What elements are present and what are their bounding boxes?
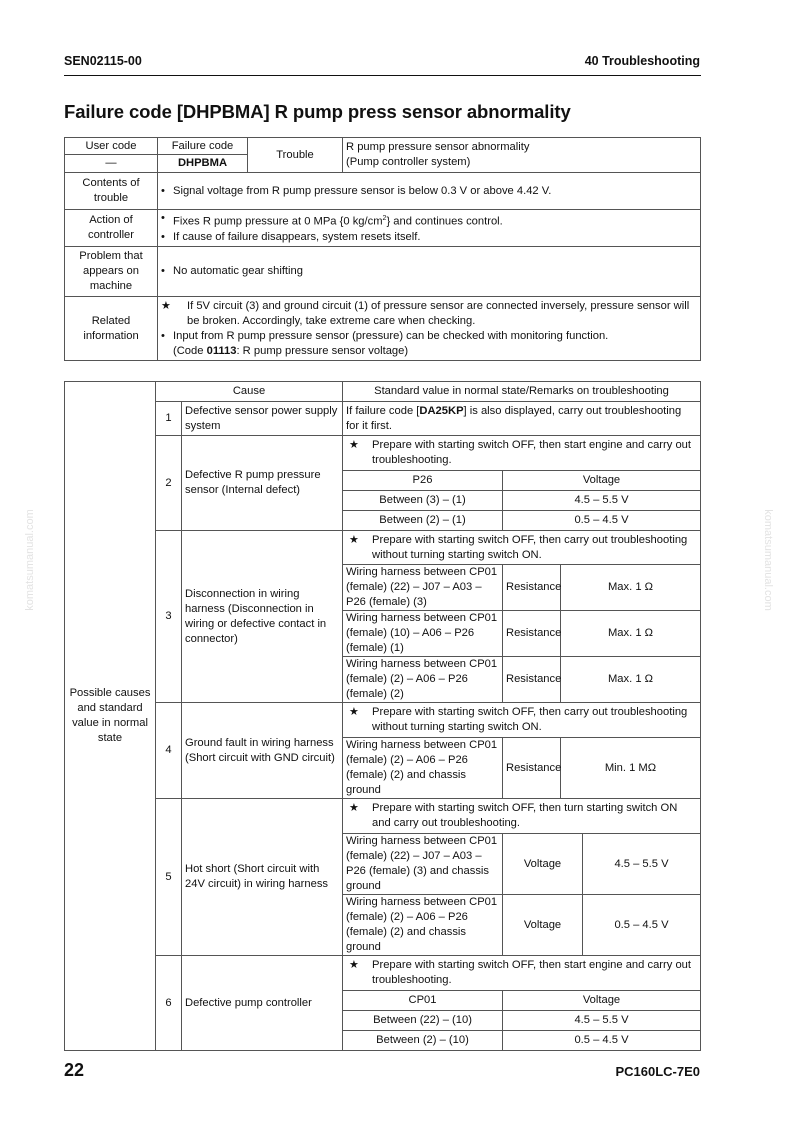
cause-number: 4 xyxy=(156,703,182,799)
cause-2-description: Defective R pump pressure sensor (Internal defect) xyxy=(182,436,343,531)
doc-code: SEN02115-00 xyxy=(64,54,142,68)
cause-6-description: Defective pump controller xyxy=(182,956,343,1051)
cause-3-row-2-harness: Wiring harness between CP01 (female) (10) – A06 – P26 (female) (1) xyxy=(343,611,503,657)
cause-5-row-1-type: Voltage xyxy=(503,834,583,895)
action-label: Action of controller xyxy=(65,210,158,247)
cause-4-row-value: Min. 1 MΩ xyxy=(561,738,701,799)
cause-3-row-1-harness: Wiring harness between CP01 (female) (22) – J07 – A03 – P26 (female) (3) xyxy=(343,565,503,611)
failure-code-label: Failure code xyxy=(158,138,248,155)
action-value: • Fixes R pump pressure at 0 MPa {0 $kg/cm^2$} and continues control. • If cause of failure disappears, system resets itself. xyxy=(158,210,701,247)
cause-5-note: ★ Prepare with starting switch OFF, then turn starting switch ON and carry out troubleshooting. xyxy=(343,799,701,834)
user-code-value: — xyxy=(65,155,158,173)
cause-1-remark: If failure code [DA25KP] is also displayed, carry out troubleshooting for it first. xyxy=(343,402,701,436)
cause-4-row-harness: Wiring harness between CP01 (female) (2) – A06 – P26 (female) (2) and chassis ground xyxy=(343,738,503,799)
cause-2-row-2-pins: Between (2) – (1) xyxy=(343,511,503,531)
cause-5-row-1-harness: Wiring harness between CP01 (female) (22) – J07 – A03 – P26 (female) (3) and chassis ground xyxy=(343,834,503,895)
cause-3-row-3-type: Resistance xyxy=(503,657,561,703)
cause-number: 6 xyxy=(156,956,182,1051)
cause-number: 2 xyxy=(156,436,182,531)
related-value: ★ If 5V circuit (3) and ground circuit (1) of pressure sensor are connected inversely, pressure sensor will be broken. Accordingly, take extreme care when checking. • Input from R pump pressure sensor (pressure) can be checked with monitoring function. (Code 01113: R pump pressure sensor voltage) xyxy=(158,297,701,361)
cause-2-note: ★ Prepare with starting switch OFF, then start engine and carry out troubleshooting. xyxy=(343,436,701,471)
cause-3-note: ★ Prepare with starting switch OFF, then carry out troubleshooting without turning starting switch ON. xyxy=(343,531,701,565)
cause-5-row-2-harness: Wiring harness between CP01 (female) (2) – A06 – P26 (female) (2) and chassis ground xyxy=(343,895,503,956)
trouble-description: R pump pressure sensor abnormality (Pump controller system) xyxy=(343,138,701,173)
cause-5-row-2-value: 0.5 – 4.5 V xyxy=(583,895,701,956)
cause-3-row-2-value: Max. 1 Ω xyxy=(561,611,701,657)
cause-header: Cause xyxy=(156,382,343,402)
cause-6-col-voltage: Voltage xyxy=(503,991,701,1011)
cause-4-note: ★ Prepare with starting switch OFF, then carry out troubleshooting without turning starting switch ON. xyxy=(343,703,701,738)
causes-table xyxy=(64,381,701,1051)
possible-causes-label: Possible causes and standard value in normal state xyxy=(65,382,156,1051)
cause-3-row-1-value: Max. 1 Ω xyxy=(561,565,701,611)
cause-2-row-1-pins: Between (3) – (1) xyxy=(343,491,503,511)
cause-6-row-2-value: 0.5 – 4.5 V xyxy=(503,1031,701,1051)
user-code-label: User code xyxy=(65,138,158,155)
cause-number: 5 xyxy=(156,799,182,956)
section-title: 40 Troubleshooting xyxy=(584,54,700,68)
cause-5-row-1-value: 4.5 – 5.5 V xyxy=(583,834,701,895)
standard-header: Standard value in normal state/Remarks on troubleshooting xyxy=(343,382,701,402)
cause-6-note: ★ Prepare with starting switch OFF, then start engine and carry out troubleshooting. xyxy=(343,956,701,991)
cause-4-description: Ground fault in wiring harness (Short circuit with GND circuit) xyxy=(182,703,343,799)
cause-6-row-1-value: 4.5 – 5.5 V xyxy=(503,1011,701,1031)
cause-3-row-3-value: Max. 1 Ω xyxy=(561,657,701,703)
cause-1-description: Defective sensor power supply system xyxy=(182,402,343,436)
failure-code-value: DHPBMA xyxy=(158,155,248,173)
cause-2-col-voltage: Voltage xyxy=(503,471,701,491)
problem-label: Problem that appears on machine xyxy=(65,247,158,297)
problem-value: • No automatic gear shifting xyxy=(158,247,701,297)
cause-3-description: Disconnection in wiring harness (Disconnection in wiring or defective contact in connector) xyxy=(182,531,343,703)
cause-6-row-1-pins: Between (22) – (10) xyxy=(343,1011,503,1031)
cause-5-row-2-type: Voltage xyxy=(503,895,583,956)
related-label: Related information xyxy=(65,297,158,361)
page-title: Failure code [DHPBMA] R pump press sensor abnormality xyxy=(64,101,571,122)
watermark-right: komatsumanual.com xyxy=(762,509,774,611)
watermark-left: komatsumanual.com xyxy=(24,509,36,611)
cause-4-row-type: Resistance xyxy=(503,738,561,799)
contents-value: • Signal voltage from R pump pressure sensor is below 0.3 V or above 4.42 V. xyxy=(158,173,701,210)
cause-3-row-2-type: Resistance xyxy=(503,611,561,657)
cause-5-description: Hot short (Short circuit with 24V circuit) in wiring harness xyxy=(182,799,343,956)
failure-info-table xyxy=(64,137,701,361)
header-rule xyxy=(64,75,701,76)
cause-number: 1 xyxy=(156,402,182,436)
cause-number: 3 xyxy=(156,531,182,703)
page-number: 22 xyxy=(64,1060,85,1080)
cause-6-row-2-pins: Between (2) – (10) xyxy=(343,1031,503,1051)
cause-2-col-connector: P26 xyxy=(343,471,503,491)
cause-2-row-2-value: 0.5 – 4.5 V xyxy=(503,511,701,531)
cause-3-row-1-type: Resistance xyxy=(503,565,561,611)
cause-6-col-connector: CP01 xyxy=(343,991,503,1011)
trouble-label: Trouble xyxy=(248,138,343,173)
cause-2-row-1-value: 4.5 – 5.5 V xyxy=(503,491,701,511)
model-code: PC160LC-7E0 xyxy=(615,1064,700,1079)
contents-label: Contents of trouble xyxy=(65,173,158,210)
cause-3-row-3-harness: Wiring harness between CP01 (female) (2) – A06 – P26 (female) (2) xyxy=(343,657,503,703)
